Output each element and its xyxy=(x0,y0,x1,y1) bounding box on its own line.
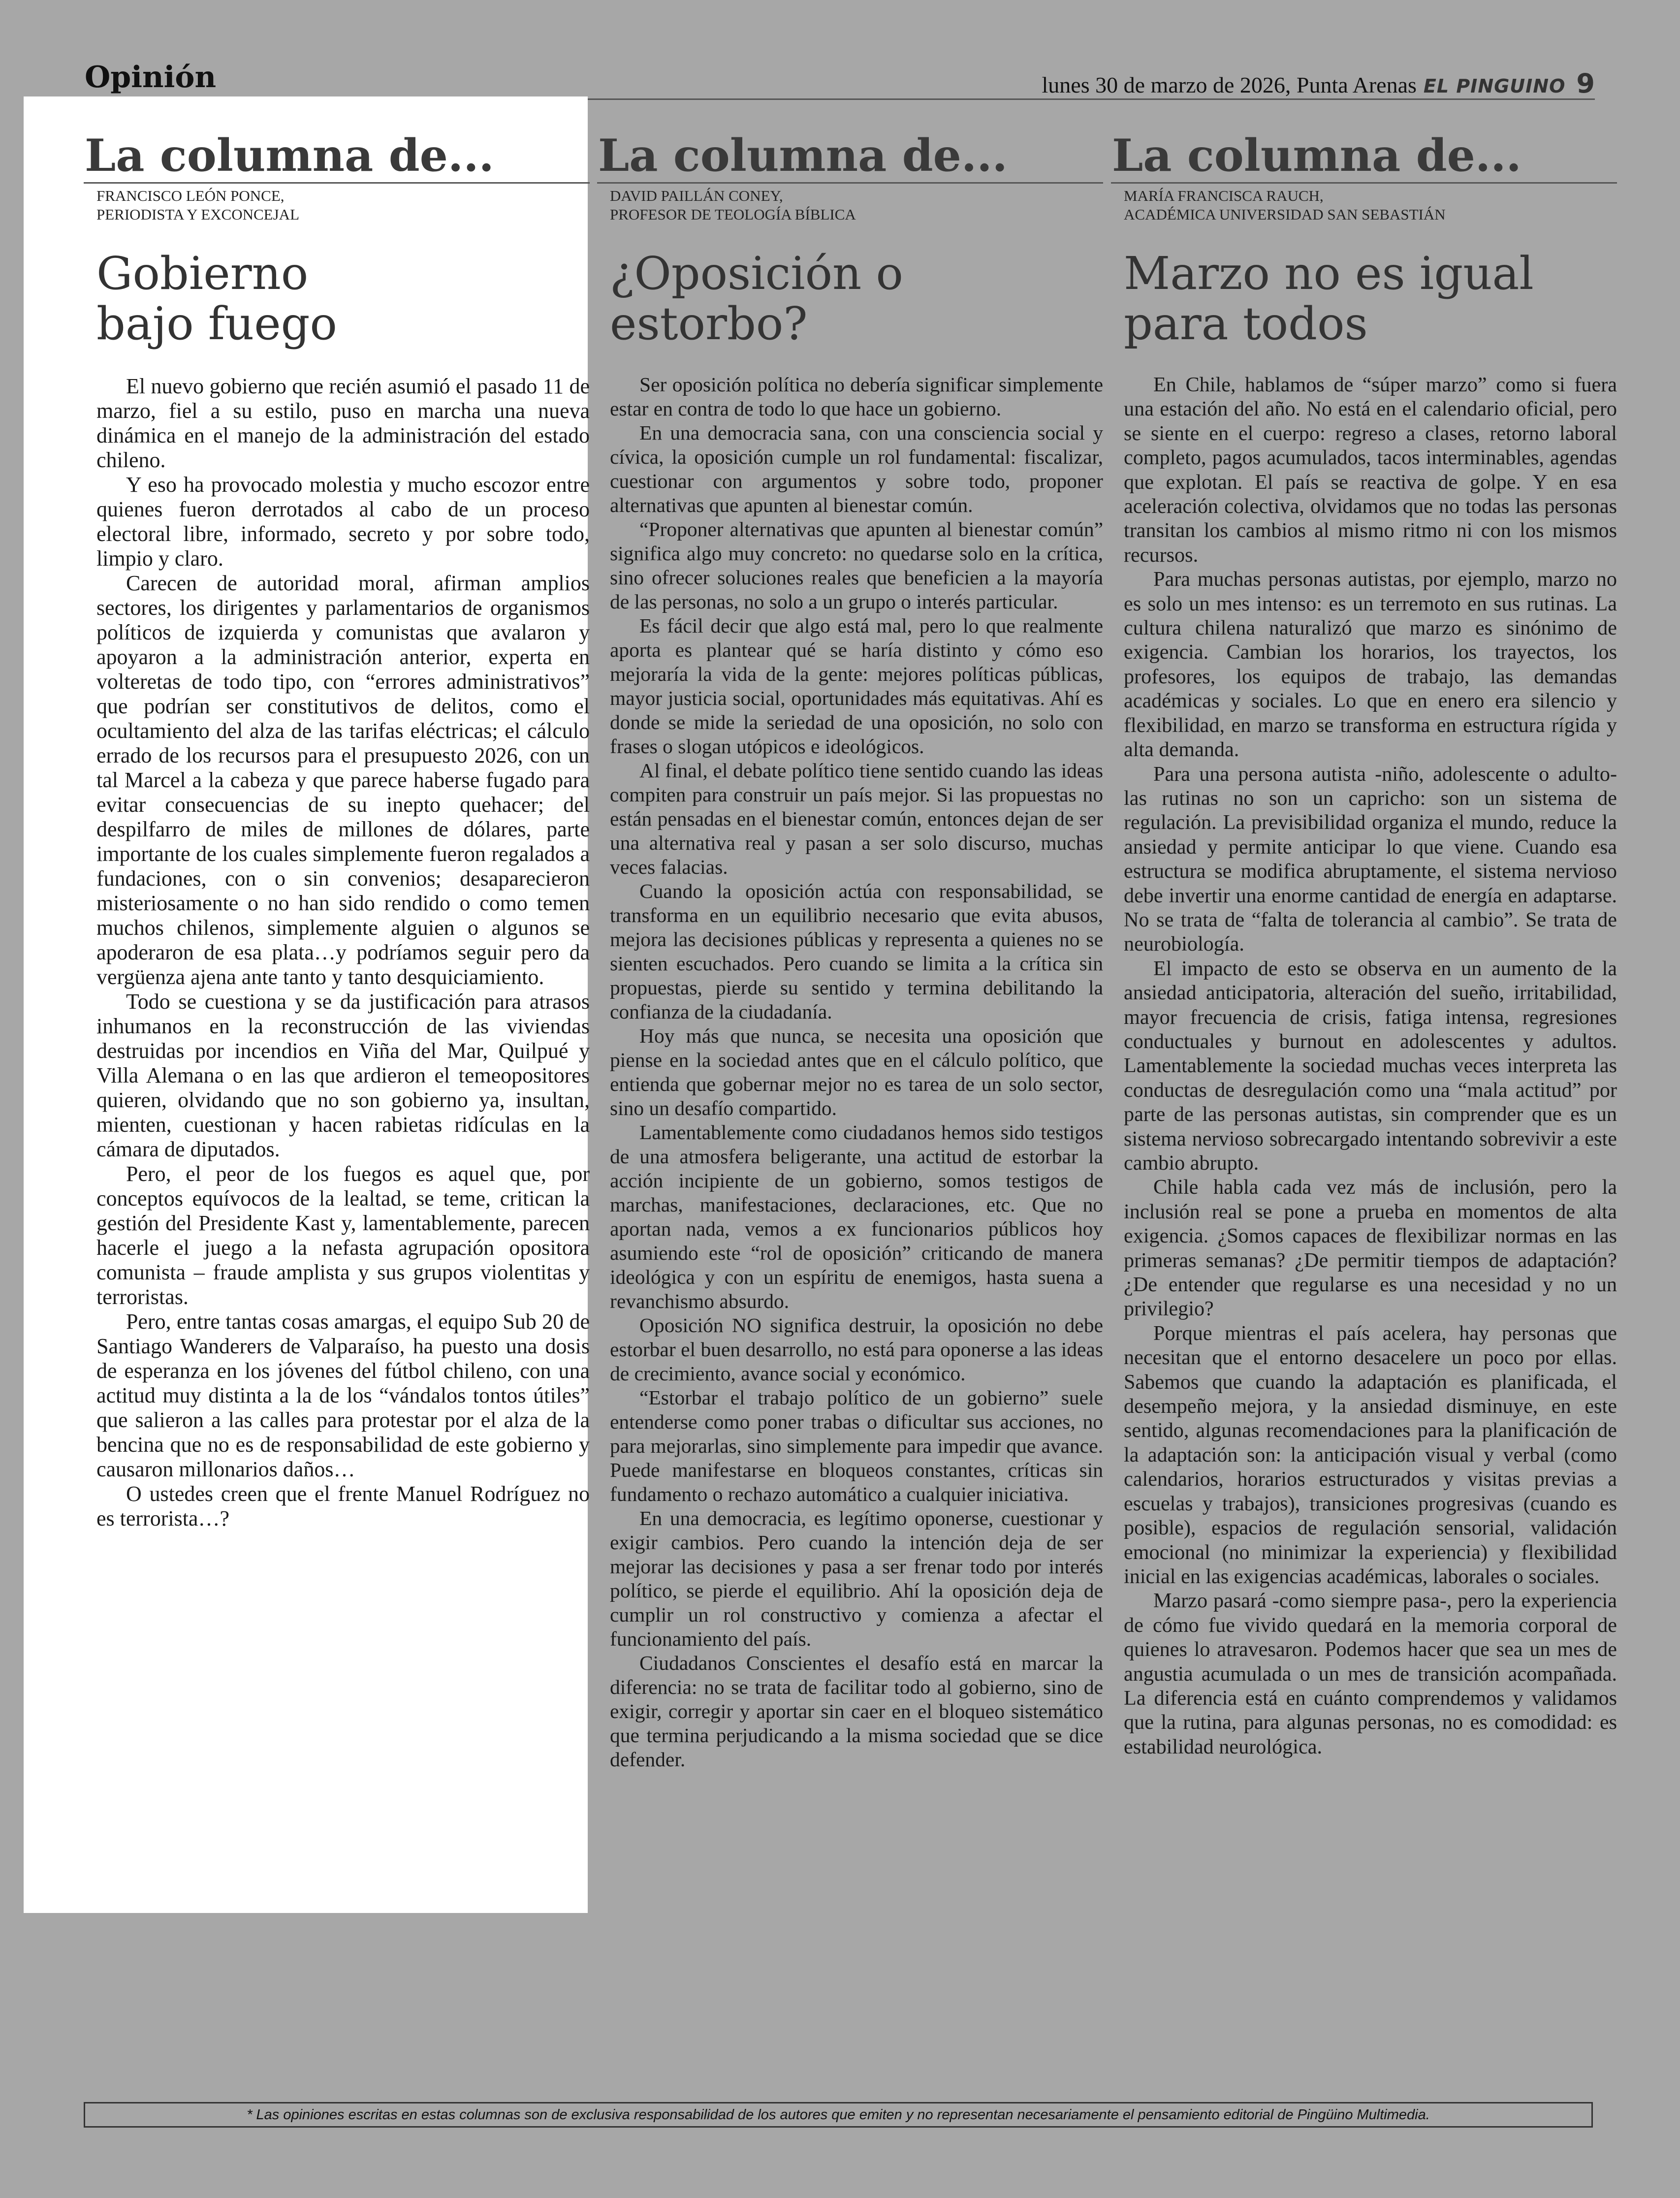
paragraph: Hoy más que nunca, se necesita una oposición que piense en la sociedad antes que en el cálculo político, que entienda que gobernar mejor no es tarea de un solo sector, sino un desafío compartido. xyxy=(610,1024,1103,1119)
headline-line: Gobierno xyxy=(96,247,309,300)
paragraph: En Chile, hablamos de “súper marzo” como si fuera una estación del año. No está en el calendario oficial, pero se siente en el cuerpo: regreso a clases, retorno laboral completo, pagos acumulados, tacos interminables, agendas que explotan. El país se reactiva de golpe. Y en esa aceleración colectiva, olvidamos que no todas las personas transitan los cambios al mismo ritmo ni con los mismos recursos. xyxy=(1124,373,1617,567)
column-kicker: La columna de... xyxy=(597,129,1103,184)
paragraph: En una democracia sana, con una consciencia social y cívica, la oposición cumple un rol fundamental: fiscalizar, cuestionar con argumentos y sobre todo, proponer alternativas que apunten al bienestar común. xyxy=(610,421,1103,516)
article-headline xyxy=(610,249,1103,349)
paragraph: Cuando la oposición actúa con responsabilidad, se transforma en un equilibrio necesario que evita abusos, mejora las decisiones públicas y representa a quienes no se sienten escuchados. Pero cuando se limita a la crítica sin propuestas, pierde su sentido y termina debilitando la confianza de la ciudadanía. xyxy=(610,880,1103,1023)
article-body xyxy=(610,373,1103,1772)
paragraph: Ciudadanos Conscientes el desafío está en marcar la diferencia: no se trata de facilitar todo al gobierno, sino de exigir, corregir y aportar sin caer en el bloqueo sistemático que termina perjudicando a la misma sociedad que se dice defender. xyxy=(610,1652,1103,1771)
author-title: PERIODISTA Y EXCONCEJAL xyxy=(96,206,300,223)
section-title: Opinión xyxy=(85,60,217,95)
paragraph: Porque mientras el país acelera, hay personas que necesitan que el entorno desacelere un poco por ellas. Sabemos que cuando la adaptación es planificada, el desempeño mejora, y la ansiedad disminuye, en este sentido, algunas recomendaciones para la planificación de la adaptación son: la anticipación visual y verbal (como calendarios, horarios estructurados y visitas previas a escuelas y trabajos), transiciones progresivas (cuando es posible), espacios de regulación sensorial, validación emocional (no minimizar la experiencia) y flexibilidad inicial en las exigencias académicas, laborales o sociales. xyxy=(1124,1321,1617,1588)
author-name: MARÍA FRANCISCA RAUCH, xyxy=(1124,187,1324,204)
author-title: ACADÉMICA UNIVERSIDAD SAN SEBASTIÁN xyxy=(1124,206,1446,223)
paragraph: Para muchas personas autistas, por ejemplo, marzo no es solo un mes intenso: es un terremoto en sus rutinas. La cultura chilena naturalizó que marzo es sinónimo de exigencia. Cambian los horarios, los trayectos, los profesores, los equipos de trabajo, las demandas académicas y sociales. Lo que en enero era silencio y flexibilidad, en marzo se transforma en estructura rígida y alta demanda. xyxy=(1124,568,1617,762)
date-location: lunes 30 de marzo de 2026, Punta Arenas xyxy=(1042,72,1417,97)
paragraph: Al final, el debate político tiene sentido cuando las ideas compiten para construir un país mejor. Si las propuestas no están pensadas en el bienestar común, entonces dejan de ser una alternativa real y pasan a ser solo discurso, muchas veces falacias. xyxy=(610,759,1103,878)
paragraph: “Estorbar el trabajo político de un gobierno” suele entenderse como poner trabas o dificultar sus acciones, no para mejorarlas, sino simplemente para impedir que avance. Puede manifestarse en bloqueos constantes, críticas sin fundamento o rechazo automático a cualquier iniciativa. xyxy=(610,1386,1103,1505)
paragraph: Pero, entre tantas cosas amargas, el equipo Sub 20 de Santiago Wanderers de Valparaíso, ha puesto una dosis de esperanza en los jóvenes del fútbol chileno, con una actitud muy distinta a la de los “vándalos tontos útiles” que salieron a las calles para protestar por el alza de la bencina que no es de responsabilidad de este gobierno y causaron millonarios daños… xyxy=(96,1309,590,1481)
paragraph: Lamentablemente como ciudadanos hemos sido testigos de una atmosfera beligerante, una actitud de estorbar la acción incipiente de un gobierno, somos testigos de marchas, manifestaciones, declaraciones, etc. Que no aportan nada, vemos a ex funcionarios públicos hoy asumiendo este “rol de oposición” criticando de manera ideológica y con un espíritu de enemigos, hasta suena a revanchismo absurdo. xyxy=(610,1121,1103,1312)
brand-logo: EL PINGUINO xyxy=(1423,75,1566,97)
author-title: PROFESOR DE TEOLOGÍA BÍBLICA xyxy=(610,206,856,223)
paragraph: Oposición NO significa destruir, la oposición no debe estorbar el buen desarrollo, no está para oponerse a las ideas de crecimiento, avance social y económico. xyxy=(610,1314,1103,1385)
article-headline xyxy=(96,249,590,349)
column-kicker: La columna de... xyxy=(1111,129,1617,184)
author-byline xyxy=(610,187,1103,224)
paragraph: Pero, el peor de los fuegos es aquel que, por conceptos equívocos de la lealtad, se teme, critican la gestión del Presidente Kast y, lamentablemente, parecen hacerle el juego a la nefasta agrupación opositora comunista – fraude amplista y sus grupos violentitas y terroristas. xyxy=(96,1162,590,1309)
article-headline xyxy=(1124,249,1617,349)
author-byline xyxy=(1124,187,1617,224)
paragraph: Ser oposición política no debería significar simplemente estar en contra de todo lo que hace un gobierno. xyxy=(610,373,1103,420)
author-byline xyxy=(96,187,590,224)
page-header xyxy=(84,60,1595,100)
paragraph: Para una persona autista -niño, adolescente o adulto- las rutinas no son un capricho: son un sistema de regulación. La previsibilidad organiza el mundo, reduce la ansiedad y permite anticipar lo que viene. Cuando esa estructura se modifica abruptamente, el sistema nervioso debe invertir una enorme cantidad de energía en adaptarse. No se trata de “falta de tolerancia al cambio”. Se trata de neurobiología. xyxy=(1124,762,1617,956)
headline-line: ¿Oposición o xyxy=(610,247,903,300)
paragraph: En una democracia, es legítimo oponerse, cuestionar y exigir cambios. Pero cuando la intención deja de ser mejorar las decisiones y pasa a ser frenar todo por interés político, se pierde el equilibrio. Ahí la oposición deja de cumplir un rol constructivo y comienza a afectar el funcionamiento del país. xyxy=(610,1507,1103,1650)
paragraph: Chile habla cada vez más de inclusión, pero la inclusión real se pone a prueba en momentos de alta exigencia. ¿Somos capaces de flexibilizar normas en las primeras semanas? ¿De permitir tiempos de adaptación? ¿De entender que regularse es una necesidad y no un privilegio? xyxy=(1124,1176,1617,1321)
column-2 xyxy=(597,129,1103,1772)
headline-line: para todos xyxy=(1124,297,1368,350)
paragraph: El impacto de esto se observa en un aumento de la ansiedad anticipatoria, alteración del sueño, irritabilidad, mayor frecuencia de crisis, fatiga intensa, regresiones conductuales y burnout en adolescentes y adultos. Lamentablemente la sociedad muchas veces interpreta las conductas de desregulación como una “mala actitud” por parte de las personas autistas, sin comprender que es un sistema nervioso sobrecargado intentando sobrevivir a este cambio abrupto. xyxy=(1124,956,1617,1175)
article-body xyxy=(1124,373,1617,1759)
author-name: FRANCISCO LEÓN PONCE, xyxy=(96,187,285,204)
page-number: 9 xyxy=(1576,68,1595,99)
column-3 xyxy=(1111,129,1617,1759)
headline-line: bajo fuego xyxy=(96,297,337,350)
disclaimer-box: * Las opiniones escritas en estas columnas son de exclusiva responsabilidad de los autores que emiten y no representan necesariamente el pensamiento editorial de Pingüino Multimedia. xyxy=(84,2102,1593,2128)
paragraph: Todo se cuestiona y se da justificación para atrasos inhumanos en la reconstrucción de las viviendas destruidas por incendios en Viña del Mar, Quilpué y Villa Alemana o en las que ardieron el temeopositores quieren, olvidando que no son gobierno ya, insultan, mienten, cuestionan y hacen rabietas ridículas en la cámara de diputados. xyxy=(96,989,590,1161)
paragraph: El nuevo gobierno que recién asumió el pasado 11 de marzo, fiel a su estilo, puso en marcha una nueva dinámica en el manejo de la administración del estado chileno. xyxy=(96,374,590,472)
paragraph: Carecen de autoridad moral, afirman amplios sectores, los dirigentes y parlamentarios de organismos políticos de izquierda y comunistas que avalaron y apoyaron a la administración anterior, experta en volteretas de todo tipo, con “errores administrativos” que podrían ser constitutivos de delitos, como el ocultamiento del alza de las tarifas eléctricas; el cálculo errado de los recursos para el presupuesto 2026, con un tal Marcel a la cabeza y que parece haberse fugado para evitar consecuencias de su inepto quehacer; del despilfarro de miles de millones de dólares, parte importante de los cuales simplemente fueron regalados a fundaciones, con o sin convenios; desaparecieron misteriosamente o no han sido rendido o como temen muchos chilenos, simplemente alguien o algunos se apoderaron de esa plata…y podríamos seguir pero da vergüenza ajena ante tanto y tanto desquiciamiento. xyxy=(96,571,590,989)
dateline xyxy=(1042,68,1595,99)
headline-line: estorbo? xyxy=(610,297,808,350)
paragraph: O ustedes creen que el frente Manuel Rodríguez no es terrorista…? xyxy=(96,1482,590,1530)
paragraph: Es fácil decir que algo está mal, pero lo que realmente aporta es plantear qué se haría distinto y cómo eso mejoraría la vida de la gente: mejores políticas públicas, mayor justicia social, oportunidades más equitativas. Ahí es donde se mide la seriedad de una oposición, no solo con frases o slogan utópicos e ideológicos. xyxy=(610,614,1103,758)
headline-line: Marzo no es igual xyxy=(1124,247,1534,300)
author-name: DAVID PAILLÁN CONEY, xyxy=(610,187,783,204)
column-kicker: La columna de... xyxy=(84,129,590,184)
paragraph: Marzo pasará -como siempre pasa-, pero la experiencia de cómo fue vivido quedará en la memoria corporal de quienes lo atravesaron. Podemos hacer que sea un mes de angustia acumulada o un mes de transición acompañada. La diferencia está en cuánto comprendemos y validamos que la rutina, para algunas personas, no es comodidad: es estabilidad neurológica. xyxy=(1124,1589,1617,1758)
article-body xyxy=(96,374,590,1531)
column-1 xyxy=(84,129,590,1531)
paragraph: “Proponer alternativas que apunten al bienestar común” significa algo muy concreto: no quedarse solo en la crítica, sino ofrecer soluciones reales que beneficien a la mayoría de las personas, no solo a un grupo o interés particular. xyxy=(610,518,1103,613)
paragraph: Y eso ha provocado molestia y mucho escozor entre quienes fueron derrotados al cabo de un proceso electoral libre, informado, secreto y por sobre todo, limpio y claro. xyxy=(96,473,590,571)
